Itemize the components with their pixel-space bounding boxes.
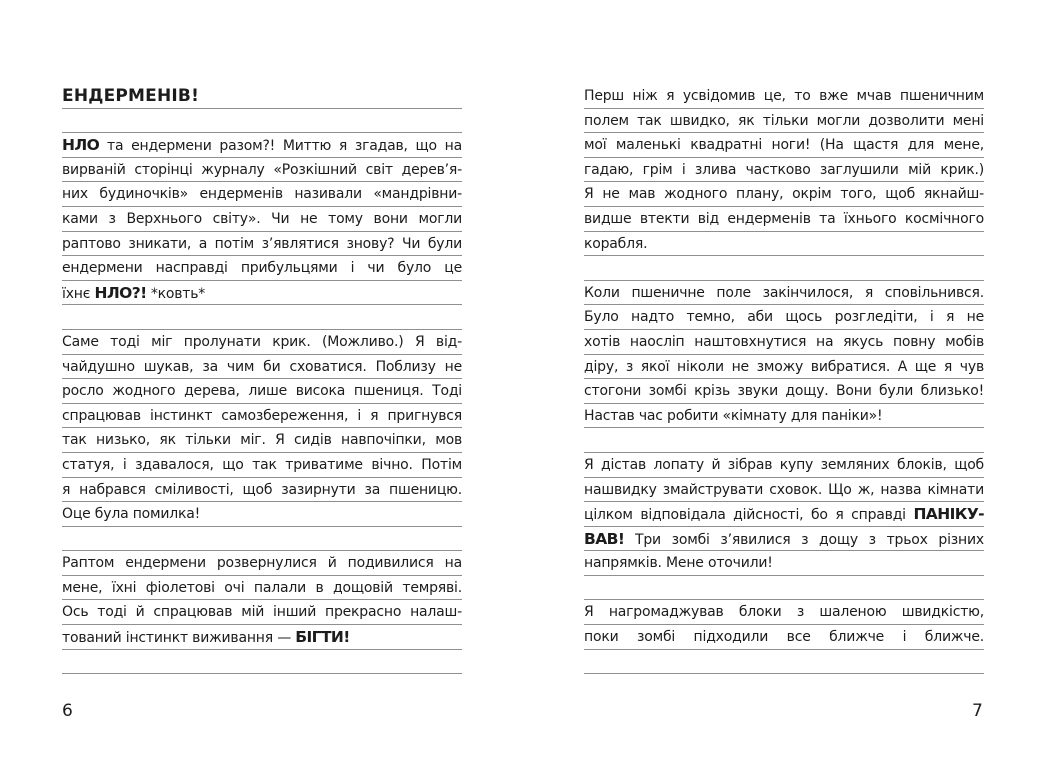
text-segment: напрямків. Мене оточили!	[584, 555, 773, 572]
text-line	[584, 109, 984, 134]
text-line	[62, 625, 462, 650]
text-segment: мої маленькі квадратні ноги! (На щастя для мене,	[584, 137, 984, 154]
text-segment: та ендермени разом?! Миттю я згадав, що на	[99, 138, 462, 155]
text-segment: стогони зомбі крізь звуки дощу. Вони були близько!	[584, 383, 984, 400]
text-line	[584, 625, 984, 650]
text-segment: вирваній сторінці журналу «Розкішний світ дерев’я-	[62, 161, 462, 178]
text-line	[62, 232, 462, 257]
ruled-line	[584, 650, 984, 675]
text-segment: корабля.	[584, 235, 648, 252]
display-word: БІГТИ!	[295, 628, 350, 647]
text-line	[584, 158, 984, 183]
text-segment: Три зомбі з’явилися з дощу з трьох різних	[624, 531, 984, 548]
text-line	[62, 600, 462, 625]
text-line	[62, 502, 462, 527]
text-line	[584, 281, 984, 306]
text-segment: них будиночків» ендерменів називали «мандрівни-	[62, 186, 462, 203]
entry-heading	[62, 84, 462, 109]
text-line	[584, 404, 984, 429]
text-segment: чайдушно шукав, за чим би сховатися. Поблизу не	[62, 358, 462, 375]
text-line	[62, 158, 462, 183]
text-segment: Було надто темно, аби щось розгледіти, і я не	[584, 309, 984, 326]
ruled-line	[584, 428, 984, 453]
text-segment: Я нагромаджував блоки з шаленою швидкістю,	[584, 604, 984, 621]
text-line	[584, 600, 984, 625]
display-word: ПАНІКУ-	[913, 505, 984, 524]
ruled-line	[62, 650, 462, 675]
text-line	[62, 551, 462, 576]
text-line	[584, 133, 984, 158]
text-line	[584, 478, 984, 503]
text-line	[584, 527, 984, 552]
text-line	[584, 379, 984, 404]
text-segment: Саме тоді міг пролунати крик. (Можливо.) Я від-	[62, 333, 462, 350]
text-segment: поки зомбі підходили все ближче і ближче.	[584, 629, 984, 646]
display-word: НЛО	[62, 136, 100, 155]
ruled-line	[584, 576, 984, 601]
text-line	[584, 84, 984, 109]
text-line	[62, 428, 462, 453]
text-segment: ендермени насправді прибульцями і чи було це	[62, 260, 462, 277]
text-segment: Настав час робити «кімнату для паніки»!	[584, 407, 883, 424]
text-line	[584, 330, 984, 355]
text-segment: так низько, як тільки міг. Я сидів навпочіпки, мов	[62, 432, 462, 449]
page-number-right: 7	[972, 701, 983, 721]
text-line	[62, 379, 462, 404]
text-line	[584, 502, 984, 527]
text-line	[62, 330, 462, 355]
text-segment: Я дістав лопату й зібрав купу земляних блоків, щоб	[584, 456, 984, 473]
text-segment: видше втекти від ендерменів та їхнього космічного	[584, 210, 984, 227]
text-segment: Ось тоді й спрацював мій інший прекрасно налаш-	[62, 604, 462, 621]
text-line	[584, 551, 984, 576]
text-line	[62, 182, 462, 207]
page-right-text	[584, 84, 984, 674]
text-line	[584, 453, 984, 478]
text-line	[584, 207, 984, 232]
text-line	[62, 478, 462, 503]
display-word: ВАВ!	[584, 529, 625, 548]
display-word: НЛО?!	[94, 283, 147, 302]
text-line	[584, 182, 984, 207]
text-line	[62, 404, 462, 429]
text-segment: *ковть*	[146, 285, 206, 302]
text-segment: нашвидку змайструвати сховок. Що ж, назва кімнати	[584, 481, 984, 498]
text-segment: мене, їхні фіолетові очі палали в дощовій темряві.	[62, 579, 462, 596]
text-segment: Я не мав жодного плану, окрім того, щоб якнайш-	[584, 186, 984, 203]
display-word: ЕНДЕРМЕНІВ!	[62, 86, 200, 106]
text-segment: статуя, і здавалося, що так триватиме вічно. Потім	[62, 456, 462, 473]
text-line	[62, 576, 462, 601]
text-segment: діру, з якої ніколи не зможу вибратися. А ще я чув	[584, 358, 984, 375]
text-line	[62, 207, 462, 232]
text-line	[62, 355, 462, 380]
text-segment: раптово зникати, а потім з’являтися знову? Чи були	[62, 235, 462, 252]
page-number-left: 6	[62, 701, 73, 721]
text-segment: Оце була помилка!	[62, 506, 201, 523]
text-line	[62, 133, 462, 158]
text-segment: хотів наосліп наштовхнутися на якусь повну мобів	[584, 333, 984, 350]
text-line	[584, 232, 984, 257]
text-segment: полем так швидко, як тільки могли дозволити мені	[584, 112, 984, 129]
text-segment: їхнє	[62, 285, 95, 302]
text-line	[62, 256, 462, 281]
text-line	[62, 281, 462, 306]
text-line	[62, 453, 462, 478]
ruled-line	[584, 256, 984, 281]
text-segment: цілком відповідала дійсності, бо я справді	[584, 507, 914, 524]
ruled-line	[62, 527, 462, 552]
text-segment: росло жодного дерева, лише висока пшениця. Тоді	[62, 383, 462, 400]
text-segment: я набрався сміливості, щоб зазирнути за пшеницю.	[62, 481, 462, 498]
text-line	[584, 355, 984, 380]
text-segment: тований інстинкт виживання —	[62, 630, 296, 647]
text-segment: гадаю, грім і злива частково заглушили мій крик.)	[584, 161, 984, 178]
text-segment: спрацював інстинкт самозбереження, і я пригнувся	[62, 407, 462, 424]
page-left-text	[62, 84, 462, 674]
text-segment: ками з Верхнього світу». Чи не тому вони могли	[62, 210, 462, 227]
ruled-line	[62, 305, 462, 330]
text-segment: Коли пшеничне поле закінчилося, я сповільнився.	[584, 284, 984, 301]
text-segment: Перш ніж я усвідомив це, то вже мчав пшеничним	[584, 88, 984, 104]
ruled-line	[62, 109, 462, 134]
text-line	[584, 305, 984, 330]
text-segment: Раптом ендермени розвернулися й подивилися на	[62, 555, 462, 572]
